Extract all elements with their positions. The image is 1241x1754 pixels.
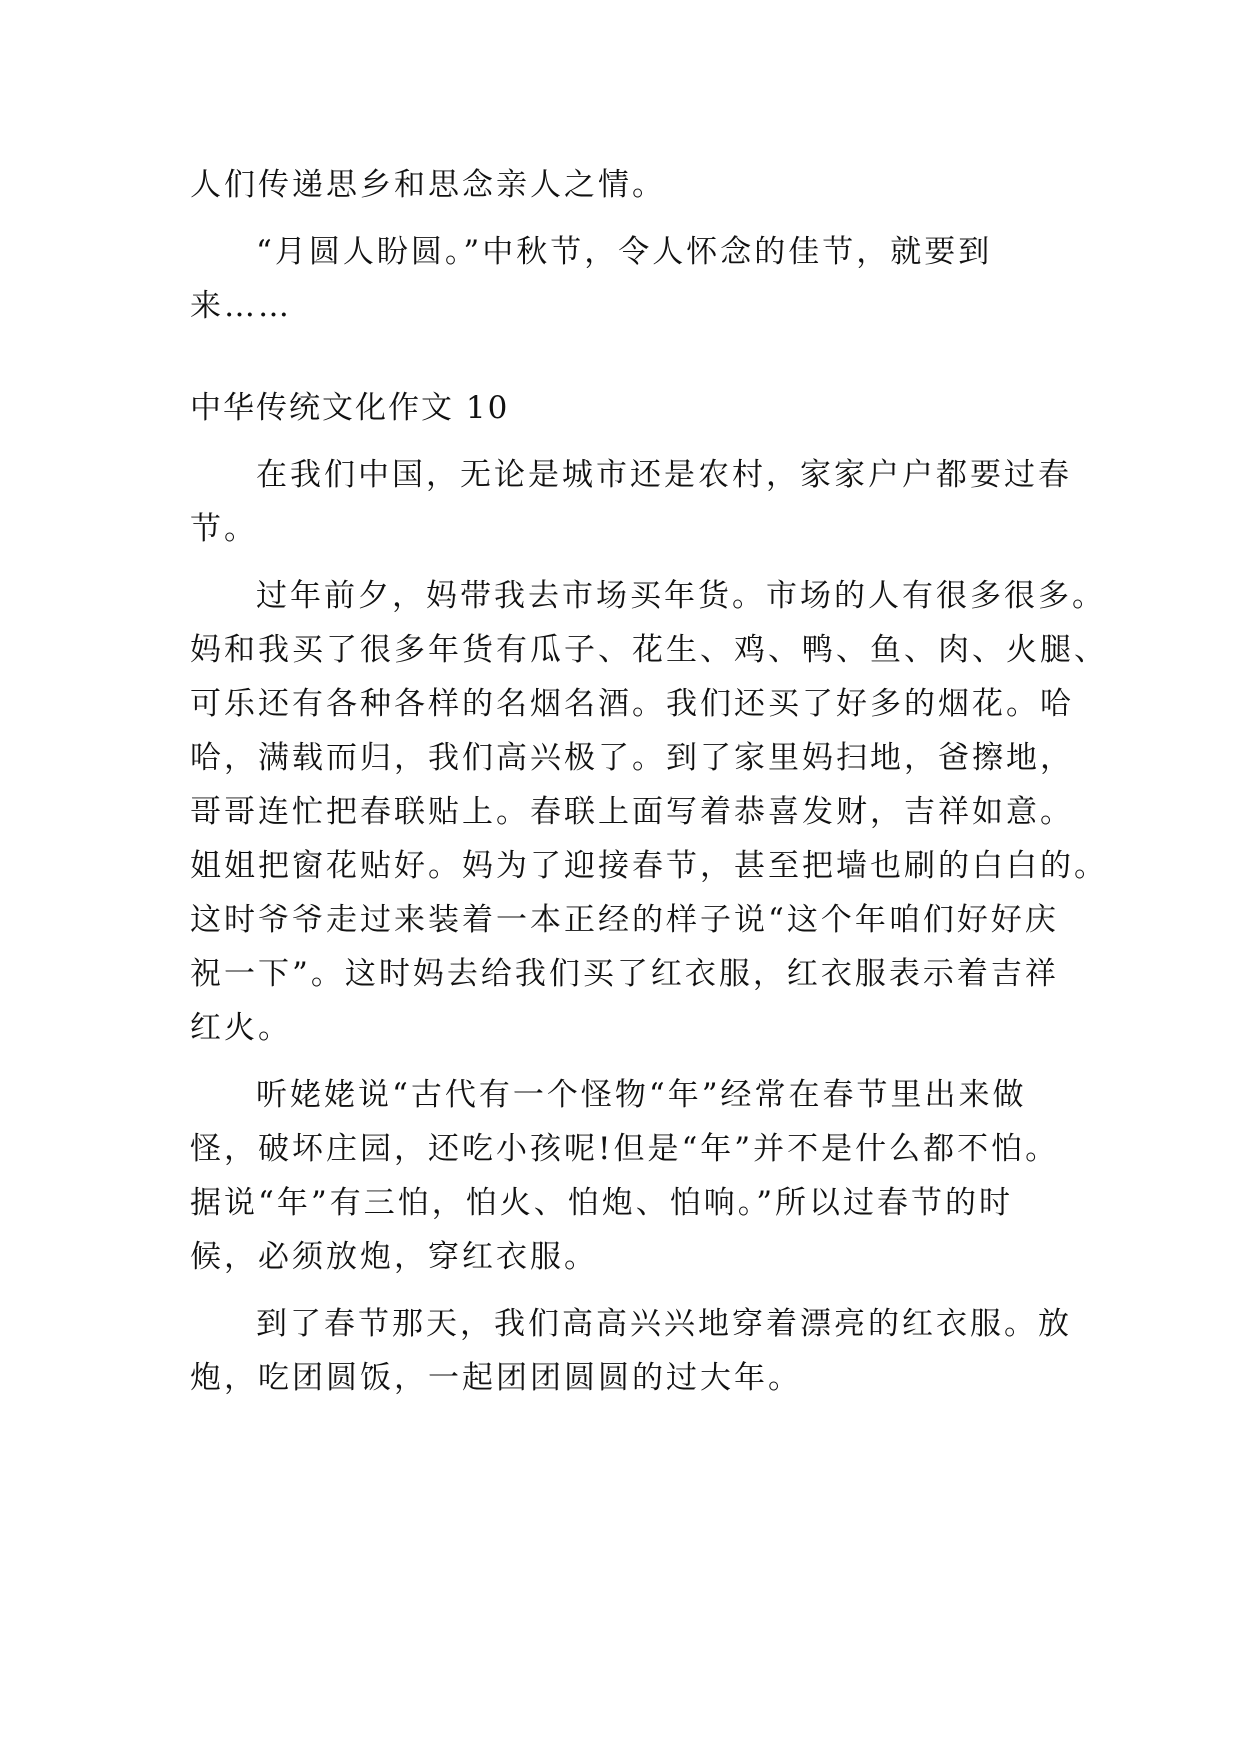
text-line: 姐姐把窗花贴好。妈为了迎接春节，甚至把墙也刷的白白的。	[190, 848, 1108, 884]
document-body	[190, 158, 1108, 1405]
paragraph-mid-autumn	[190, 225, 1058, 333]
text-line: 哥哥连忙把春联贴上。春联上面写着恭喜发财，吉祥如意。	[190, 794, 1074, 830]
text-line: 过年前夕，妈带我去市场买年货。市场的人有很多很多。	[256, 578, 1106, 614]
paragraph-spring-festival-day	[190, 1297, 1072, 1405]
text-line: “月圆人盼圆。”中秋节，令人怀念的佳节，就要到	[256, 234, 993, 270]
text-line: 可乐还有各种各样的名烟名酒。我们还买了好多的烟花。哈	[190, 686, 1074, 722]
text-line: 候，必须放炮，穿红衣服。	[190, 1239, 598, 1275]
text-line: 这时爷爷走过来装着一本正经的样子说“这个年咱们好好庆	[190, 902, 1059, 938]
text-line: 祝一下”。这时妈去给我们买了红衣服，红衣服表示着吉祥	[190, 956, 1059, 992]
paragraph-nian-legend	[190, 1068, 1058, 1284]
text-line: 人们传递思乡和思念亲人之情。	[190, 167, 666, 203]
text-line: 在我们中国，无论是城市还是农村，家家户户都要过春	[256, 457, 1072, 493]
text-line: 怪，破坏庄园，还吃小孩呢!但是“年”并不是什么都不怕。	[190, 1131, 1060, 1167]
text-line: 哈，满载而归，我们高兴极了。到了家里妈扫地，爸擦地，	[190, 740, 1074, 776]
text-line: 妈和我买了很多年货有瓜子、花生、鸡、鸭、鱼、肉、火腿、	[190, 632, 1108, 668]
text-line: 来……	[190, 288, 292, 324]
text-line: 到了春节那天，我们高高兴兴地穿着漂亮的红衣服。放	[256, 1306, 1072, 1342]
section-heading: 中华传统文化作文 10	[190, 390, 510, 426]
paragraph-intro	[190, 448, 1072, 556]
paragraph-continuation	[190, 158, 1058, 212]
text-line: 据说“年”有三怕，怕火、怕炮、怕响。”所以过春节的时	[190, 1185, 1014, 1221]
paragraph-new-year-shopping	[190, 569, 1108, 1055]
text-line: 炮，吃团圆饭，一起团团圆圆的过大年。	[190, 1360, 802, 1396]
text-line: 听姥姥说“古代有一个怪物“年”经常在春节里出来做	[256, 1077, 1027, 1113]
text-line: 节。	[190, 511, 258, 547]
text-line: 红火。	[190, 1010, 292, 1046]
